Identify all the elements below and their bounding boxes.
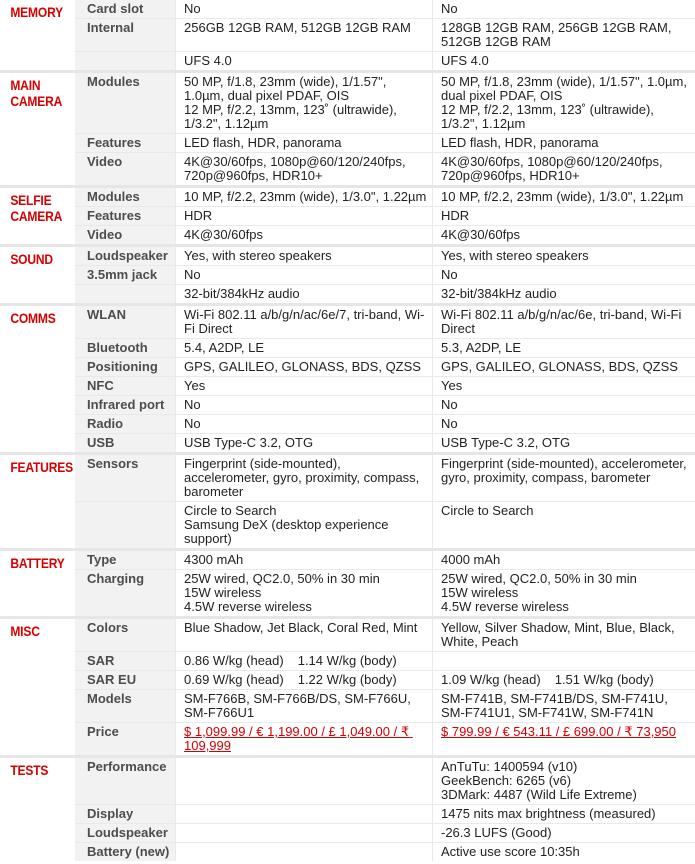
value-line: No bbox=[441, 416, 458, 431]
phone-1-value bbox=[175, 226, 432, 244]
value-part: 1.22 W/kg (body) bbox=[297, 672, 397, 687]
section-title: SELFIE CAMERA bbox=[10, 192, 63, 224]
value-line: LED flash, HDR, panorama bbox=[184, 135, 342, 150]
phone-1-value bbox=[175, 824, 432, 842]
section-main-camera bbox=[0, 70, 695, 185]
value-line: Yes bbox=[184, 378, 206, 393]
spec-row bbox=[75, 0, 695, 18]
spec-label: USB bbox=[75, 434, 175, 452]
value-line bbox=[184, 673, 428, 687]
spec-row bbox=[75, 247, 695, 265]
spec-row bbox=[75, 804, 695, 823]
phone-1-value bbox=[175, 339, 432, 357]
value-line: 25W wired, QC2.0, 50% in 30 min bbox=[184, 571, 380, 586]
spec-label: Loudspeaker bbox=[75, 824, 175, 842]
phone-2-value bbox=[432, 19, 695, 51]
section-title: SOUND bbox=[10, 251, 53, 267]
phone-2-value bbox=[432, 690, 695, 722]
value-line: Circle to Search bbox=[184, 503, 277, 518]
value-line: Wi-Fi 802.11 a/b/g/n/ac/6e, tri-band, Wi-Fi Direct bbox=[441, 307, 685, 336]
spec-row bbox=[75, 206, 695, 225]
phone-1-value bbox=[175, 134, 432, 152]
section-rows bbox=[75, 188, 695, 244]
phone-2-value bbox=[432, 73, 695, 133]
phone-2-value bbox=[432, 339, 695, 357]
phone-2-value bbox=[432, 153, 695, 185]
value-line: 50 MP, f/1.8, 23mm (wide), 1/1.57", 1.0µm, dual pixel PDAF, OIS bbox=[184, 74, 390, 103]
spec-label: NFC bbox=[75, 377, 175, 395]
phone-1-value bbox=[175, 723, 432, 755]
section-rows bbox=[75, 306, 695, 452]
spec-row bbox=[75, 722, 695, 755]
value-line: 4300 mAh bbox=[184, 552, 244, 567]
phone-1-price-link[interactable]: $ 1,099.99 / € 1,199.00 / £ 1,049.00 / ₹ 109,999 bbox=[184, 724, 413, 753]
phone-2-value bbox=[432, 758, 695, 804]
spec-label: Bluetooth bbox=[75, 339, 175, 357]
phone-2-value bbox=[432, 434, 695, 452]
value-part: 1.14 W/kg (body) bbox=[297, 653, 397, 668]
phone-1-value bbox=[175, 434, 432, 452]
spec-row bbox=[75, 569, 695, 616]
spec-label: Display bbox=[75, 805, 175, 823]
value-line: 4000 mAh bbox=[441, 552, 501, 567]
value-line: LED flash, HDR, panorama bbox=[441, 135, 599, 150]
spec-label: Infrared port bbox=[75, 396, 175, 414]
spec-label bbox=[75, 52, 175, 70]
spec-label: Loudspeaker bbox=[75, 247, 175, 265]
section-rows bbox=[75, 758, 695, 861]
phone-2-value bbox=[432, 671, 695, 689]
phone-2-value bbox=[432, 843, 695, 861]
value-line: AnTuTu: 1400594 (v10) bbox=[441, 759, 578, 774]
spec-label: Modules bbox=[75, 73, 175, 133]
phone-1-value bbox=[175, 843, 432, 861]
phone-2-value bbox=[432, 377, 695, 395]
spec-row bbox=[75, 188, 695, 206]
phone-2-value bbox=[432, 188, 695, 206]
spec-row bbox=[75, 823, 695, 842]
value-line: 15W wireless bbox=[441, 585, 519, 600]
phone-2-value bbox=[432, 207, 695, 225]
value-line: SM-F766B, SM-F766B/DS, SM-F766U, SM-F766U1 bbox=[184, 691, 415, 720]
phone-2-value bbox=[432, 226, 695, 244]
phone-1-value bbox=[175, 358, 432, 376]
phone-1-value bbox=[175, 247, 432, 265]
value-line bbox=[441, 673, 691, 687]
phone-2-value bbox=[432, 570, 695, 616]
value-line: Fingerprint (side-mounted), accelerometer, gyro, proximity, compass, barometer bbox=[184, 456, 423, 499]
phone-1-value bbox=[175, 153, 432, 185]
phone-1-value bbox=[175, 377, 432, 395]
value-line: Samsung DeX (desktop experience support) bbox=[184, 517, 393, 546]
spec-row bbox=[75, 619, 695, 651]
phone-2-value bbox=[432, 723, 695, 755]
value-line: 4.5W reverse wireless bbox=[441, 599, 569, 614]
value-line: No bbox=[184, 397, 201, 412]
phone-2-value bbox=[432, 619, 695, 651]
spec-label: Modules bbox=[75, 188, 175, 206]
value-line: 12 MP, f/2.2, 13mm, 123˚ (ultrawide), 1/3.2", 1.12µm bbox=[441, 102, 658, 131]
value-line: Fingerprint (side-mounted), accelerometer, gyro, proximity, compass, barometer bbox=[441, 456, 691, 485]
value-line: GeekBench: 6265 (v6) bbox=[441, 773, 572, 788]
value-line: 4K@30/60fps, 1080p@60/120/240fps, 720p@960fps, HDR10+ bbox=[184, 154, 410, 183]
phone-1-value bbox=[175, 73, 432, 133]
section-title: MISC bbox=[10, 623, 40, 639]
value-line: No bbox=[441, 267, 458, 282]
spec-label: Radio bbox=[75, 415, 175, 433]
phone-1-value bbox=[175, 19, 432, 51]
value-line bbox=[184, 654, 428, 668]
value-line: 5.4, A2DP, LE bbox=[184, 340, 264, 355]
section-rows bbox=[75, 73, 695, 185]
section-battery bbox=[0, 548, 695, 616]
spec-label: Positioning bbox=[75, 358, 175, 376]
phone-1-value bbox=[175, 266, 432, 284]
section-memory bbox=[0, 0, 695, 70]
phone-2-value bbox=[432, 415, 695, 433]
phone-1-value bbox=[175, 0, 432, 18]
phone-2-value bbox=[432, 551, 695, 569]
spec-row bbox=[75, 758, 695, 804]
section-sound bbox=[0, 244, 695, 303]
phone-1-value bbox=[175, 207, 432, 225]
section-rows bbox=[75, 551, 695, 616]
spec-row bbox=[75, 18, 695, 51]
phone-2-value bbox=[432, 266, 695, 284]
section-rows bbox=[75, 0, 695, 70]
spec-label: Card slot bbox=[75, 0, 175, 18]
section-rows bbox=[75, 247, 695, 303]
spec-row bbox=[75, 225, 695, 244]
phone-2-value bbox=[432, 134, 695, 152]
value-line: 4K@30/60fps bbox=[441, 227, 520, 242]
value-line: HDR bbox=[441, 208, 470, 223]
phone-1-value bbox=[175, 415, 432, 433]
phone-1-value bbox=[175, 619, 432, 651]
spec-label: Video bbox=[75, 226, 175, 244]
spec-row bbox=[75, 551, 695, 569]
value-line: 4K@30/60fps bbox=[184, 227, 263, 242]
section-title: FEATURES bbox=[10, 459, 73, 475]
spec-row bbox=[75, 455, 695, 501]
spec-label: Models bbox=[75, 690, 175, 722]
section-features bbox=[0, 452, 695, 548]
value-line: USB Type-C 3.2, OTG bbox=[441, 435, 571, 450]
section-rows bbox=[75, 619, 695, 755]
spec-row bbox=[75, 306, 695, 338]
value-line: 3DMark: 4487 (Wild Life Extreme) bbox=[441, 787, 637, 802]
spec-row bbox=[75, 265, 695, 284]
spec-label: 3.5mm jack bbox=[75, 266, 175, 284]
spec-label: Performance bbox=[75, 758, 175, 804]
section-rows bbox=[75, 455, 695, 548]
value-line: 4K@30/60fps, 1080p@60/120/240fps, 720p@960fps, HDR10+ bbox=[441, 154, 667, 183]
section-title: TESTS bbox=[10, 762, 49, 778]
spec-row bbox=[75, 284, 695, 303]
value-line: GPS, GALILEO, GLONASS, BDS, QZSS bbox=[441, 359, 678, 374]
spec-row bbox=[75, 689, 695, 722]
value-part: 1.09 W/kg (head) bbox=[441, 672, 541, 687]
phone-1-value bbox=[175, 396, 432, 414]
spec-row bbox=[75, 651, 695, 670]
value-line: Blue Shadow, Jet Black, Coral Red, Mint bbox=[184, 620, 418, 635]
phone-1-value bbox=[175, 306, 432, 338]
value-line: 15W wireless bbox=[184, 585, 262, 600]
spec-label: Battery (new) bbox=[75, 843, 175, 861]
value-line: Yes bbox=[441, 378, 463, 393]
phone-2-price-link[interactable]: $ 799.99 / € 543.11 / £ 699.00 / ₹ 73,950 bbox=[441, 724, 676, 739]
spec-row bbox=[75, 73, 695, 133]
value-line: No bbox=[184, 267, 201, 282]
value-line: UFS 4.0 bbox=[441, 53, 489, 68]
value-line: No bbox=[441, 397, 458, 412]
spec-row bbox=[75, 670, 695, 689]
phone-1-value bbox=[175, 188, 432, 206]
value-line: SM-F741B, SM-F741B/DS, SM-F741U, SM-F741U1, SM-F741W, SM-F741N bbox=[441, 691, 672, 720]
spec-row bbox=[75, 414, 695, 433]
value-line: 25W wired, QC2.0, 50% in 30 min bbox=[441, 571, 637, 586]
phone-1-value bbox=[175, 285, 432, 303]
spec-row bbox=[75, 433, 695, 452]
value-part: 0.69 W/kg (head) bbox=[184, 672, 284, 687]
section-title: COMMS bbox=[10, 310, 56, 326]
phone-2-value bbox=[432, 652, 695, 670]
spec-row bbox=[75, 842, 695, 861]
spec-label: Price bbox=[75, 723, 175, 755]
phone-2-value bbox=[432, 455, 695, 501]
value-line: 12 MP, f/2.2, 13mm, 123˚ (ultrawide), 1/3.2", 1.12µm bbox=[184, 102, 401, 131]
spec-label: Colors bbox=[75, 619, 175, 651]
value-line: -26.3 LUFS (Good) bbox=[441, 825, 552, 840]
value-line: 256GB 12GB RAM, 512GB 12GB RAM bbox=[184, 20, 411, 35]
value-line: Active use score 10:35h bbox=[441, 844, 580, 859]
value-line: Circle to Search bbox=[441, 503, 534, 518]
value-line: No bbox=[184, 1, 201, 16]
phone-1-value bbox=[175, 551, 432, 569]
value-line: UFS 4.0 bbox=[184, 53, 232, 68]
value-part: 0.86 W/kg (head) bbox=[184, 653, 284, 668]
value-line: 50 MP, f/1.8, 23mm (wide), 1/1.57", 1.0µm, dual pixel PDAF, OIS bbox=[441, 74, 691, 103]
phone-1-value bbox=[175, 758, 432, 804]
spec-label: SAR EU bbox=[75, 671, 175, 689]
value-line: No bbox=[441, 1, 458, 16]
value-line: 1475 nits max brightness (measured) bbox=[441, 806, 656, 821]
phone-1-value bbox=[175, 455, 432, 501]
phone-2-value bbox=[432, 502, 695, 548]
phone-1-value bbox=[175, 690, 432, 722]
phone-2-value bbox=[432, 824, 695, 842]
value-line: Yes, with stereo speakers bbox=[184, 248, 332, 263]
phone-2-value bbox=[432, 247, 695, 265]
spec-row bbox=[75, 133, 695, 152]
spec-label: WLAN bbox=[75, 306, 175, 338]
spec-label: Video bbox=[75, 153, 175, 185]
spec-label bbox=[75, 285, 175, 303]
spec-label: Internal bbox=[75, 19, 175, 51]
section-misc bbox=[0, 616, 695, 755]
phone-1-value bbox=[175, 52, 432, 70]
value-line: Wi-Fi 802.11 a/b/g/n/ac/6e/7, tri-band, Wi-Fi Direct bbox=[184, 307, 425, 336]
phone-2-value bbox=[432, 396, 695, 414]
spec-label bbox=[75, 502, 175, 548]
value-line: Yellow, Silver Shadow, Mint, Blue, Black, White, Peach bbox=[441, 620, 679, 649]
spec-label: Charging bbox=[75, 570, 175, 616]
spec-label: Type bbox=[75, 551, 175, 569]
section-selfie-camera bbox=[0, 185, 695, 244]
phone-1-value bbox=[175, 805, 432, 823]
value-line: GPS, GALILEO, GLONASS, BDS, QZSS bbox=[184, 359, 421, 374]
section-title: MAIN CAMERA bbox=[10, 77, 63, 109]
spec-row bbox=[75, 338, 695, 357]
value-line: No bbox=[184, 416, 201, 431]
spec-row bbox=[75, 51, 695, 70]
value-line: 32-bit/384kHz audio bbox=[441, 286, 557, 301]
phone-1-value bbox=[175, 502, 432, 548]
section-tests bbox=[0, 755, 695, 861]
spec-label: Features bbox=[75, 207, 175, 225]
spec-label: SAR bbox=[75, 652, 175, 670]
phone-2-value bbox=[432, 358, 695, 376]
spec-row bbox=[75, 376, 695, 395]
value-line: 32-bit/384kHz audio bbox=[184, 286, 300, 301]
value-line: USB Type-C 3.2, OTG bbox=[184, 435, 314, 450]
spec-row bbox=[75, 395, 695, 414]
value-line: Yes, with stereo speakers bbox=[441, 248, 589, 263]
section-comms bbox=[0, 303, 695, 452]
value-line: HDR bbox=[184, 208, 213, 223]
phone-2-value bbox=[432, 285, 695, 303]
spec-label: Features bbox=[75, 134, 175, 152]
value-line: 4.5W reverse wireless bbox=[184, 599, 312, 614]
phone-1-value bbox=[175, 652, 432, 670]
value-line: 5.3, A2DP, LE bbox=[441, 340, 521, 355]
phone-2-value bbox=[432, 805, 695, 823]
spec-row bbox=[75, 152, 695, 185]
phone-2-value bbox=[432, 306, 695, 338]
spec-row bbox=[75, 357, 695, 376]
phone-2-value bbox=[432, 52, 695, 70]
spec-row bbox=[75, 501, 695, 548]
value-line: 10 MP, f/2.2, 23mm (wide), 1/3.0", 1.22µm bbox=[441, 189, 684, 204]
section-title: BATTERY bbox=[10, 555, 65, 571]
phone-1-value bbox=[175, 570, 432, 616]
phone-2-value bbox=[432, 0, 695, 18]
spec-label: Sensors bbox=[75, 455, 175, 501]
value-line: 10 MP, f/2.2, 23mm (wide), 1/3.0", 1.22µm bbox=[184, 189, 427, 204]
section-title: MEMORY bbox=[10, 4, 64, 20]
phone-1-value bbox=[175, 671, 432, 689]
value-part: 1.51 W/kg (body) bbox=[554, 672, 654, 687]
value-line: 128GB 12GB RAM, 256GB 12GB RAM, 512GB 12GB RAM bbox=[441, 20, 676, 49]
